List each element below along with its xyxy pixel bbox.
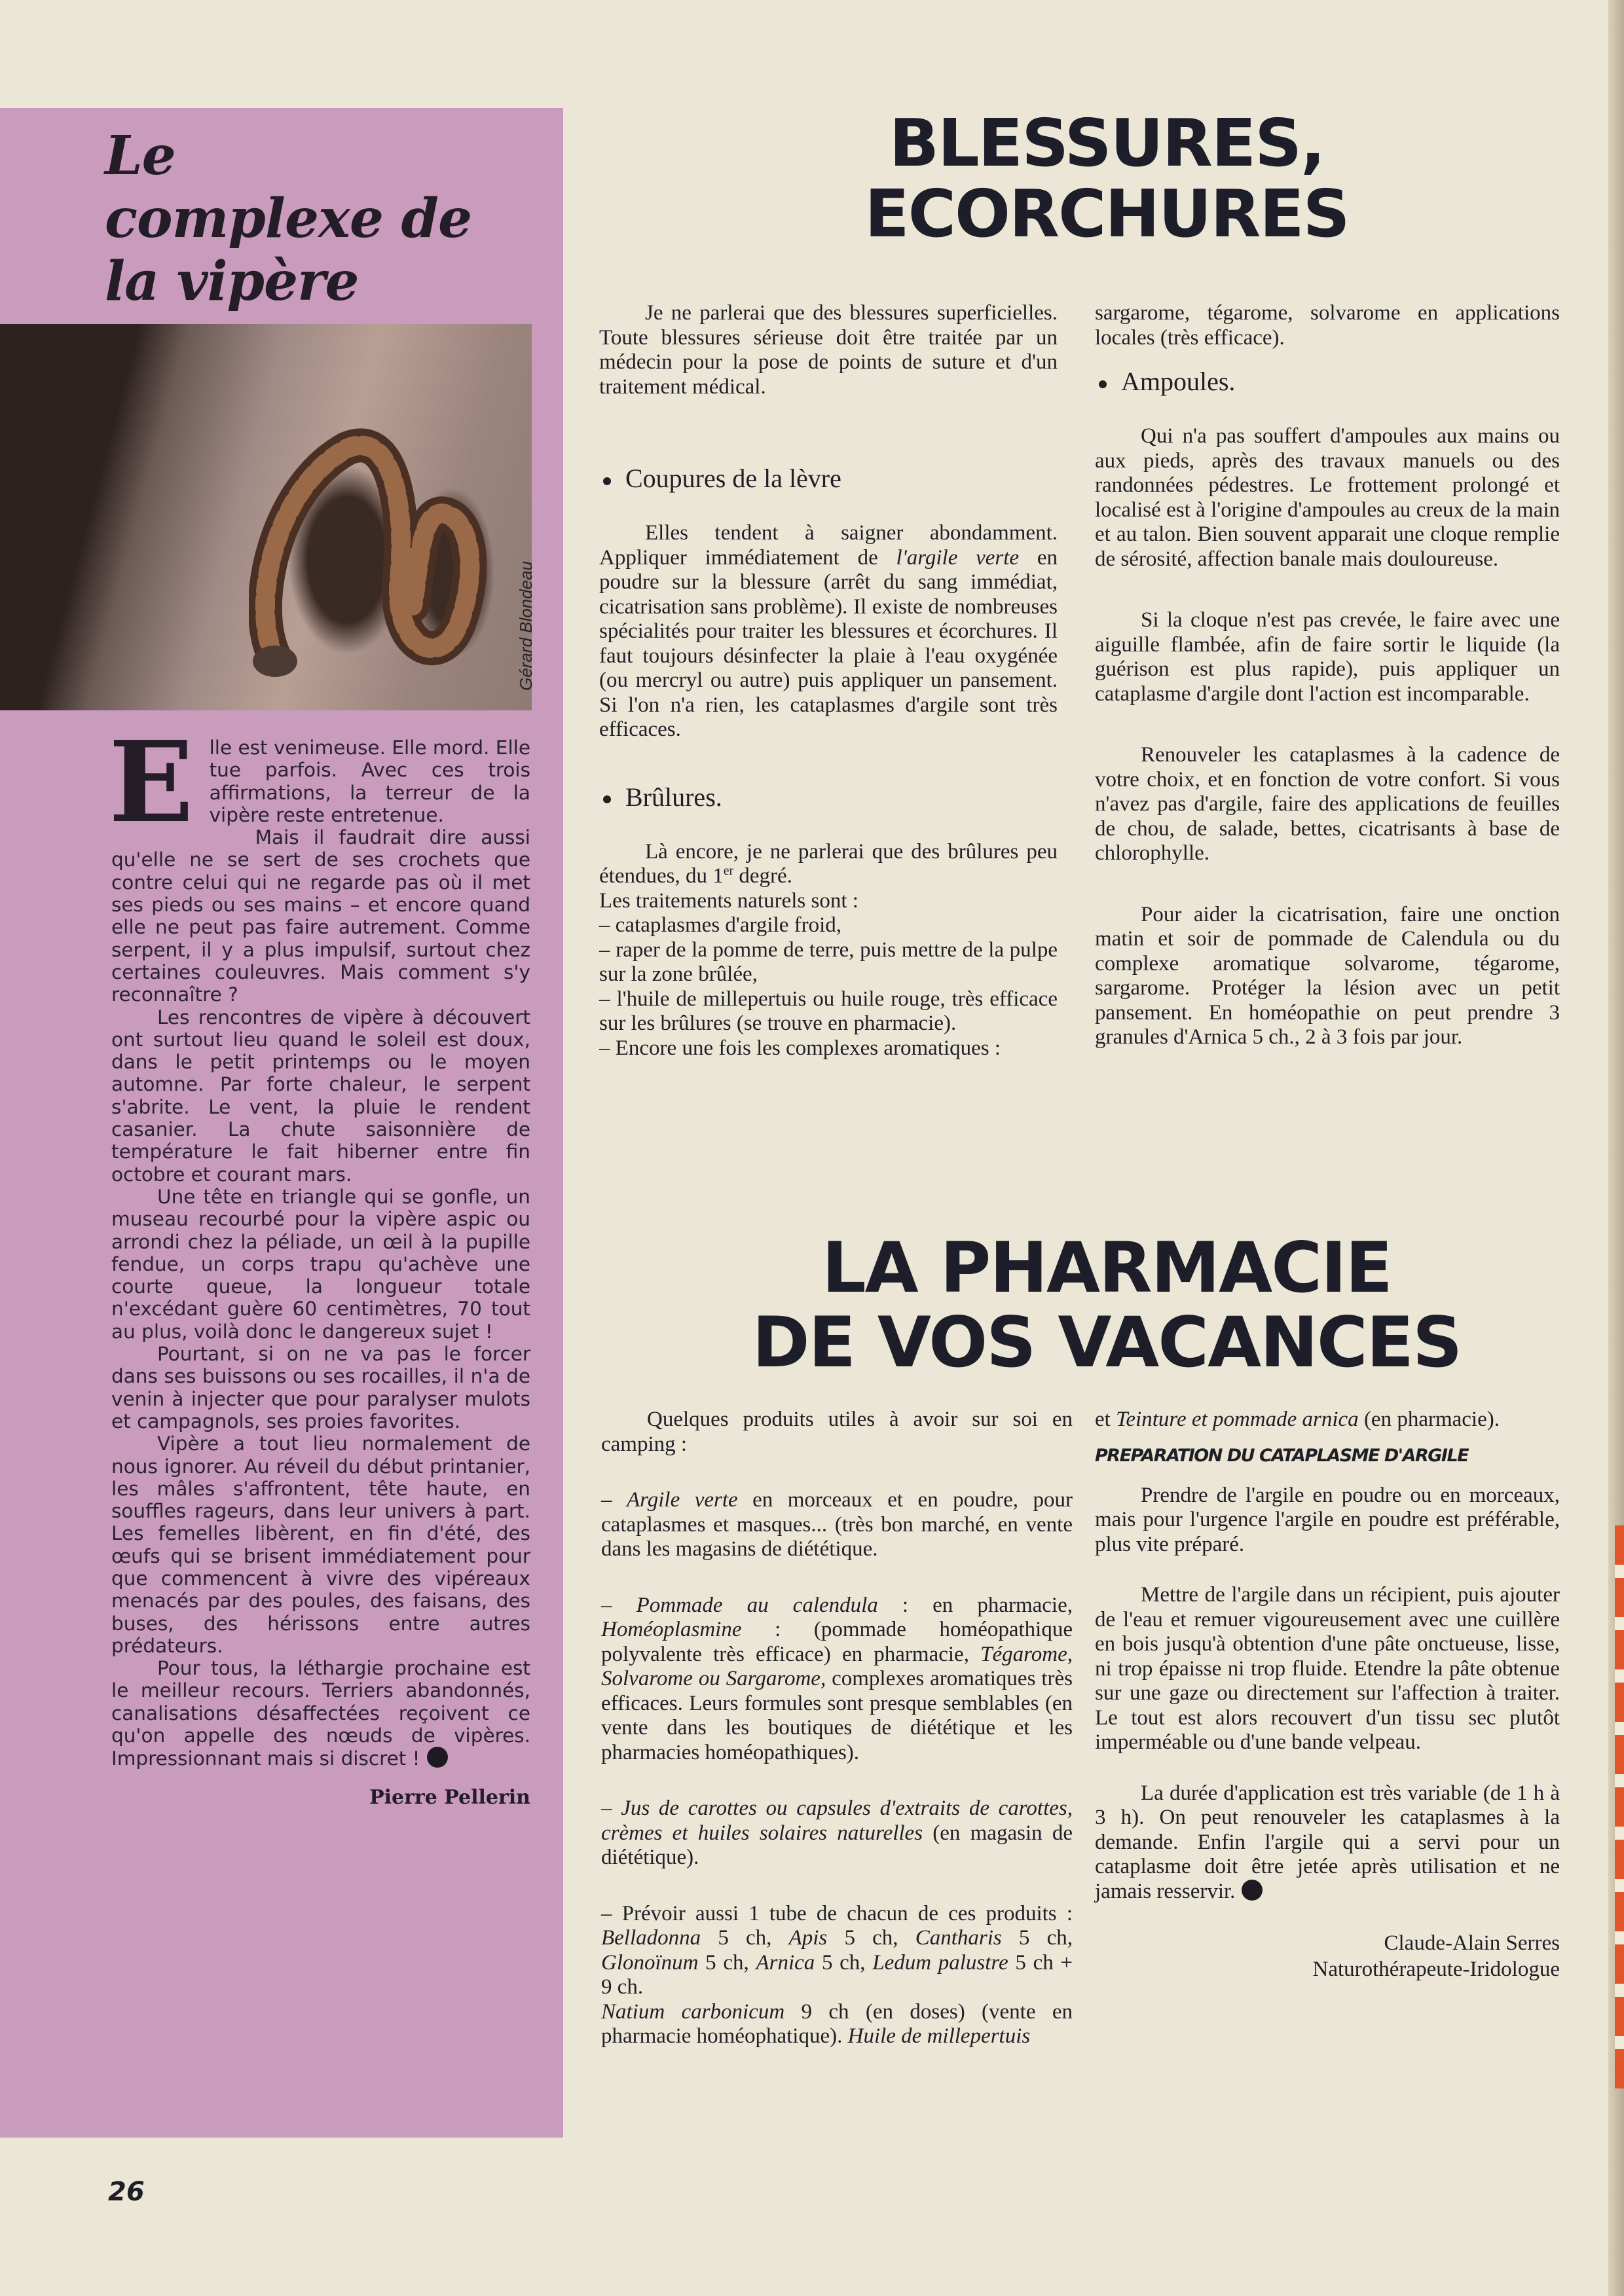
text: Là encore, je ne parlerai que des brûlures peu étendues, du 1 xyxy=(599,839,1058,888)
burns-item: – l'huile de millepertuis ou huile rouge, très efficace sur les brûlures (se trouve en pharmacie). xyxy=(599,987,1058,1035)
burns-continued: sargarome, tégarome, solvarome en applications locales (très efficace). xyxy=(1095,301,1560,350)
sidebar-paragraph: Pourtant, si on ne va pas le forcer dans ses buissons ou ses rocailles, il n'a de venin à injecter que pour paralyser mulots et campagnols, ses proies favorites. xyxy=(111,1343,530,1432)
item-remedies: – Prévoir aussi 1 tube de chacun de ces produits : Belladonna 5 ch, Apis 5 ch, Cantharis 5 ch, Glonoïnum 5 ch, Arnica 5 ch, Ledum palustre 5 ch + 9 ch. xyxy=(601,1901,1073,1999)
next-page-edge-strip xyxy=(1615,1525,1624,2088)
page-number: 26 xyxy=(108,2177,145,2207)
item-natium xyxy=(601,2000,1073,2049)
italic-text: Tégarome, Solvarome ou Sargarome, xyxy=(601,1642,1073,1690)
headline-blessures xyxy=(786,105,1428,252)
prep-paragraph xyxy=(1095,1781,1560,1904)
remedy-dose: 5 ch, xyxy=(815,1950,873,1975)
italic-text: l'argile verte xyxy=(896,545,1020,570)
signature xyxy=(1095,1930,1560,1982)
italic-text: Pommade au calendula xyxy=(636,1593,878,1617)
prep-paragraph: Mettre de l'argile dans un récipient, puis ajouter de l'eau et remuer vigoureusement avec une cuillère en bois jusqu'à obtention d'une pâte onctueuse, lisse, ni trop épaisse ni trop fluide. Etendre la pâte obtenue sur une gaze ou directement sur l'affection à traiter. Le tout est alors recouvert d'un tissu sec plutôt imperméable ou d'une bande velpeau. xyxy=(1095,1583,1560,1754)
text: degré. xyxy=(733,864,792,888)
remedy-dose: 5 ch, xyxy=(1001,1926,1073,1950)
text: (en pharmacie). xyxy=(1358,1408,1500,1431)
text: : en pharmacie, xyxy=(877,1593,1073,1617)
bullet-icon xyxy=(603,795,611,803)
article2-column-right xyxy=(1095,1408,1560,1982)
italic-text: Natium carbonicum xyxy=(601,1999,785,2024)
sidebar-paragraph xyxy=(111,1657,530,1770)
italic-text: Homéoplasmine xyxy=(601,1618,742,1641)
italic-text: Huile de millepertuis xyxy=(847,2024,1031,2048)
item-oil-continued xyxy=(1095,1408,1560,1432)
section-heading-blisters xyxy=(1095,363,1560,400)
sidebar-paragraph: Une tête en triangle qui se gonfle, un museau recourbé pour la vipère aspic ou arrondi chez la péliade, un œil à la pupille fendue, un corps trapu qu'achève une courte queue, la longueur totale n'excédant guère 60 centimètres, 70 tout au plus, voilà donc le dangereux sujet ! xyxy=(111,1185,530,1343)
end-mark-icon xyxy=(427,1747,448,1768)
remedy-dose: 5 ch, xyxy=(827,1926,915,1950)
headline-line: BLESSURES, xyxy=(889,105,1325,181)
italic-text: Jus de carottes ou capsules d'extraits de carottes, crèmes et huiles solaires naturelles xyxy=(601,1796,1073,1845)
bullet-icon xyxy=(603,477,611,485)
blisters-paragraph: Si la cloque n'est pas crevée, le faire avec une aiguille flambée, afin de faire sortir le liquide (la guérison est plus rapide), puis appliquer un cataplasme d'argile dont l'action est incomparable. xyxy=(1095,608,1560,706)
remedy-list xyxy=(601,1926,1073,1999)
text: Prévoir aussi 1 tube de chacun de ces produits : xyxy=(621,1901,1073,1925)
intro-paragraph: Je ne parlerai que des blessures superficielles. Toute blessures sérieuse doit être traitée par un médecin pour la pose de points de suture et d'un traitement médical. xyxy=(599,301,1058,399)
headline-line: DE VOS VACANCES xyxy=(752,1302,1462,1383)
italic-text: Teinture et pommade arnica xyxy=(1116,1408,1359,1431)
sidebar-paragraph: Les rencontres de vipère à découvert ont surtout lieu quand le soleil est doux, dans le petit printemps ou le moyen automne. Par forte chaleur, le serpent s'abrite. Le vent, la pluie le rendent casanier. La chute saisonnière de température le fait hiberner entre fin octobre et courant mars. xyxy=(111,1006,530,1186)
item-ointment: – Pommade au calendula : en pharmacie, Homéoplasmine : (pommade homéopathique polyvalente très efficace) en pharmacie, Tégarome, Solvarome ou Sargarome, complexes aromatiques très efficaces. Leurs formules sont presque semblables (en vente dans les boutiques de diététique et les pharmacies homéopathiques). xyxy=(601,1593,1073,1764)
drop-cap: E xyxy=(109,717,194,848)
article1-column-right xyxy=(1095,301,1560,1050)
sidebar-body xyxy=(109,717,530,1811)
sidebar-paragraph xyxy=(109,717,530,848)
sidebar-paragraph: Vipère a tout lieu normalement de nous ignorer. Au réveil du début printanier, les mâles s'affrontent, tête haute, en souffles rageurs, dans leur univers à part. Les femelles libèrent, en fin d'été, des œufs qui se brisent immédiatement pour que commencent à vivre des vipéreaux menacés par des poules, des faisans, des buses, des hérissons entre autres prédateurs. xyxy=(111,1432,530,1657)
burns-item: – Encore une fois les complexes aromatiques : xyxy=(599,1036,1001,1060)
bullet-icon xyxy=(1099,380,1107,388)
remedy-name: Arnica xyxy=(756,1950,815,1975)
end-mark-icon xyxy=(1242,1880,1263,1901)
prep-heading: PREPARATION DU CATAPLASME D'ARGILE xyxy=(1095,1445,1469,1466)
section-heading-lip xyxy=(599,460,1058,497)
burns-paragraph xyxy=(599,840,1058,889)
sidebar-author: Pierre Pellerin xyxy=(369,1785,530,1809)
remedy-dose: 5 ch, xyxy=(698,1950,756,1975)
remedy-name: Apis xyxy=(788,1926,828,1950)
remedy-name: Glonoïnum xyxy=(601,1950,699,1975)
blisters-paragraph: Pour aider la cicatrisation, faire une onction matin et soir de pommade de Calendula ou du complexe aromatique solvarome, tégarome, sargarome. Protéger la lésion avec un petit pansement. En homéopathie on peut prendre 3 granules d'Arnica 5 ch., 2 à 3 fois par jour. xyxy=(1095,902,1560,1049)
sidebar-title-line: complexe de xyxy=(105,187,472,250)
viper-photo xyxy=(0,324,536,710)
sidebar-article-viper xyxy=(0,108,563,2138)
text: en poudre sur la blessure (arrêt du sang immédiat, cicatrisation sans problème). Il existe de nombreuses spécialités pour traiter les blessures et écorchures. Il faut toujours désinfecter la plaie à l'eau oxygénée (ou mercryl ou autre) puis appliquer un pansement. Si l'on n'a rien, les cataplasmes d'argile sont très efficaces. xyxy=(599,545,1058,741)
headline-pharmacie xyxy=(668,1228,1545,1383)
remedy-name: Cantharis xyxy=(915,1926,1002,1950)
article2-column-left xyxy=(601,1408,1073,2049)
text: (en magasin de diététique). xyxy=(601,1821,1073,1869)
sidebar-title xyxy=(105,124,550,313)
signature-title: Naturothérapeute-Iridologue xyxy=(1312,1958,1560,1981)
burns-item: – cataplasmes d'argile froid, xyxy=(599,913,842,937)
item-carrot: – Jus de carottes ou capsules d'extraits de carottes, crèmes et huiles solaires naturelles (en magasin de diététique). xyxy=(601,1796,1073,1869)
headline-line: ECORCHURES xyxy=(864,175,1349,252)
sidebar-title-line: Le xyxy=(105,124,175,187)
lip-paragraph xyxy=(599,521,1058,742)
text: : (pommade homéopathique polyvalente très efficace) en pharmacie, xyxy=(601,1618,1073,1666)
text: en morceaux et en poudre, pour cataplasmes et masques... (très bon marché, en vente dans les magasins de diététique. xyxy=(601,1488,1073,1561)
heading-text: Coupures de la lèvre xyxy=(625,464,841,493)
burns-lead: Les traitements naturels sont : xyxy=(599,888,858,913)
blisters-paragraph: Qui n'a pas souffert d'ampoules aux mains ou aux pieds, après des travaux manuels ou des randonnées pédestres. Le frottement prolongé et localisé est à l'origine d'ampoules au creux de la main et au talon. Bien souvent apparait une cloque remplie de sérosité, affection banale mais douloureuse. xyxy=(1095,424,1560,571)
text: 9 ch (en doses) (vente en pharmacie homéophatique). xyxy=(601,1999,1073,2048)
intro-paragraph: Quelques produits utiles à avoir sur soi en camping : xyxy=(601,1408,1073,1456)
text: et xyxy=(1095,1408,1116,1431)
text: complexes aromatiques très efficaces. Leurs formules sont presque semblables (en vente dans les boutiques de diététique et les pharmacies homéopathiques). xyxy=(601,1667,1073,1764)
snake-icon xyxy=(249,409,498,684)
superscript: er xyxy=(723,864,734,878)
sidebar-paragraph: Mais il faudrait dire aussi qu'elle ne se sert de ses crochets que contre celui qui ne regarde pas où il met ses pieds ou ses mains – et encore quand elle ne peut pas faire autrement. Comme serpent, il y a plus impulsif, surtout chez certaines couleuvres. Mais comment s'y reconnaître ? xyxy=(111,826,530,1006)
remedy-name: Ledum palustre xyxy=(872,1950,1008,1975)
sidebar-title-line: la vipère xyxy=(105,250,359,313)
paragraph-text: Pour tous, la léthargie prochaine est le meilleur recours. Terriers abandonnés, canalisations désaffectées reçoivent ce qu'on appelle des nœuds de vipères. Impressionnant mais si discret ! xyxy=(111,1657,530,1770)
blisters-paragraph: Renouveler les cataplasmes à la cadence de votre choix, et en fonction de votre confort. Si vous n'avez pas d'argile, faire des applications de feuilles de chou, de salade, bettes, cicatrisants à base de chlorophylle. xyxy=(1095,743,1560,865)
prep-paragraph: Prendre de l'argile en poudre ou en morceaux, mais pour l'urgence l'argile en poudre est préférable, plus vite préparé. xyxy=(1095,1483,1560,1556)
text: Elles tendent à saigner abondamment. Appliquer immédiatement de xyxy=(599,521,1058,570)
item-clay: – Argile verte en morceaux et en poudre, pour cataplasmes et masques... (très bon marché, en vente dans les magasins de diététique. xyxy=(601,1488,1073,1561)
italic-text: Argile verte xyxy=(626,1488,738,1512)
section-heading-burns xyxy=(599,779,1058,816)
heading-text: Ampoules. xyxy=(1121,367,1236,396)
remedy-dose: 5 ch, xyxy=(701,1926,789,1950)
article1-column-left xyxy=(599,301,1058,1061)
remedy-name: Belladonna xyxy=(601,1926,701,1950)
burns-item: – raper de la pomme de terre, puis mettre de la pulpe sur la zone brûlée, xyxy=(599,938,1058,986)
photo-credit: Gérard Blondeau xyxy=(516,560,536,691)
heading-text: Brûlures. xyxy=(625,782,722,812)
paragraph-text: lle est venimeuse. Elle mord. Elle tue parfois. Avec ces trois affirmations, la terreur de la vipère reste entretenue. xyxy=(209,737,530,826)
headline-line: LA PHARMACIE xyxy=(822,1228,1392,1308)
text: La durée d'application est très variable (de 1 h à 3 h). On peut renouveler les cataplasmes à la demande. Enfin l'argile qui a servi pour un cataplasme doit être jetée après utilisation et ne jamais resservir. xyxy=(1095,1781,1560,1903)
remedy-dose: 5 ch + 9 ch. xyxy=(601,1950,1073,1999)
signature-name: Claude-Alain Serres xyxy=(1384,1931,1560,1955)
